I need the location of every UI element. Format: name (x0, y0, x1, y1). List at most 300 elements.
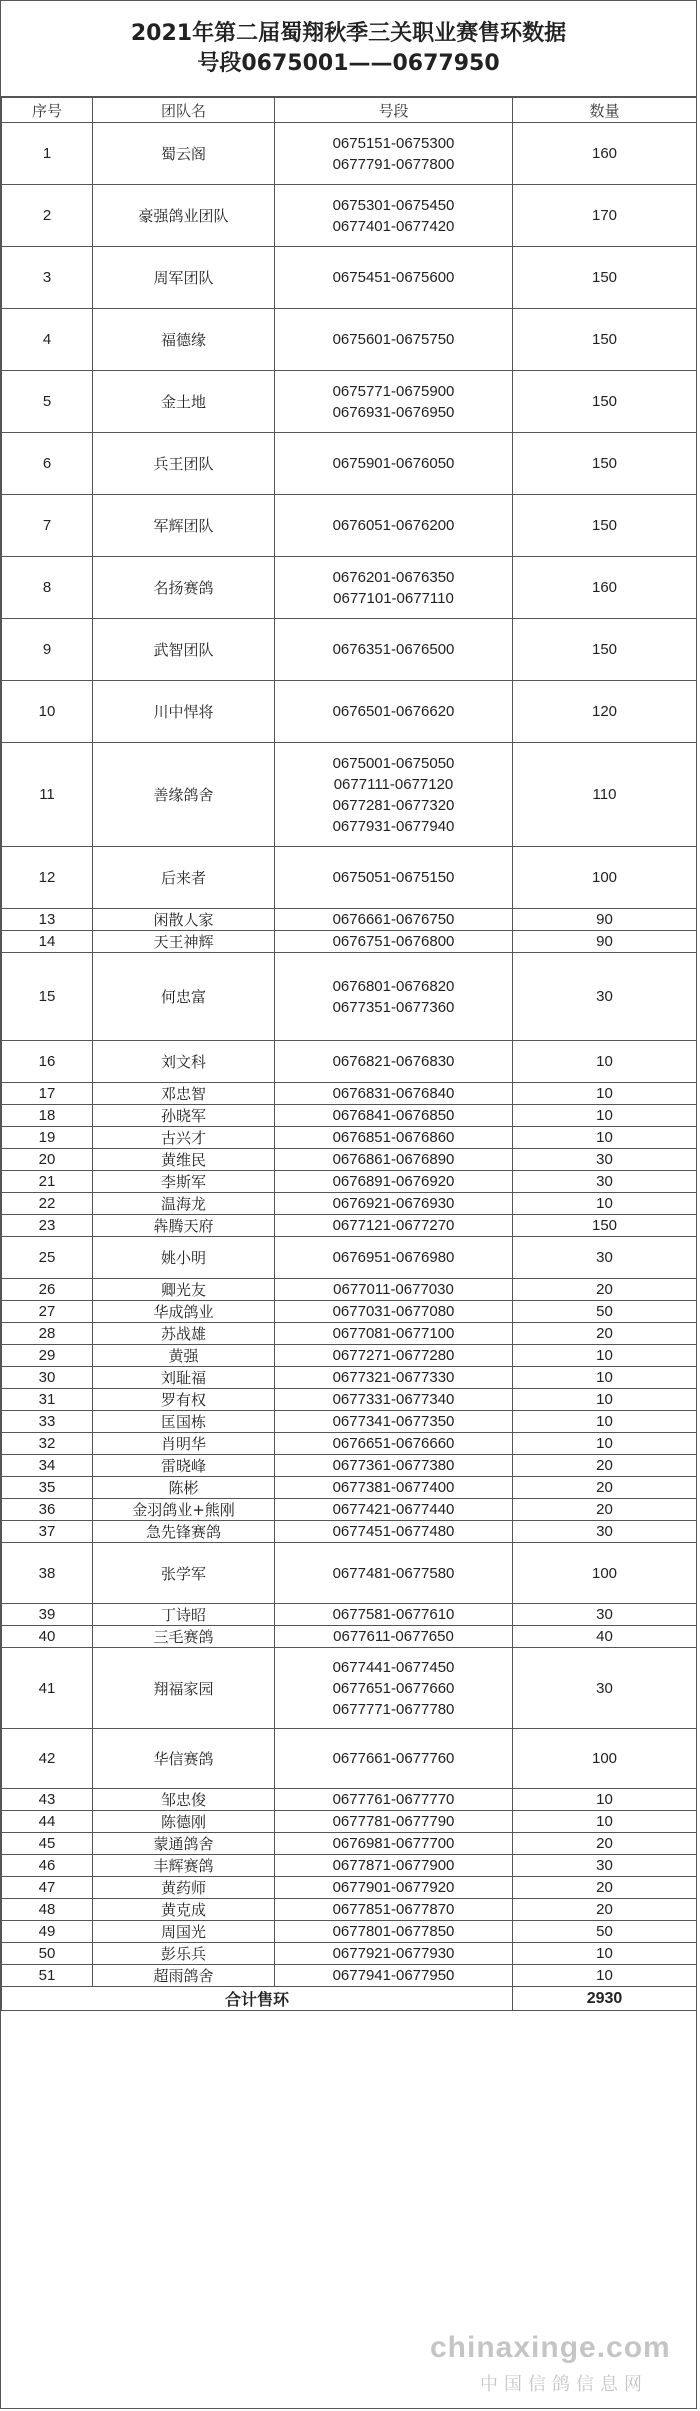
ring-range-cell (275, 1943, 513, 1965)
team-name: 丰辉赛鸽 (93, 1855, 275, 1877)
ring-range-cell (275, 557, 513, 619)
team-name: 善缘鸽舍 (93, 743, 275, 847)
ring-quantity: 30 (513, 953, 697, 1041)
ring-range-cell (275, 743, 513, 847)
team-name: 超雨鸽舍 (93, 1965, 275, 1987)
ring-range-cell (275, 1521, 513, 1543)
ring-quantity: 10 (513, 1345, 697, 1367)
ring-quantity: 10 (513, 1105, 697, 1127)
team-name: 陈彬 (93, 1477, 275, 1499)
row-number: 40 (2, 1626, 93, 1648)
ring-quantity: 20 (513, 1455, 697, 1477)
ring-quantity: 10 (513, 1789, 697, 1811)
ring-range: 0676351-0676500 (332, 641, 455, 658)
ring-range: 0676851-0676860 (332, 1129, 455, 1146)
ring-range-cell (275, 1215, 513, 1237)
ring-quantity: 100 (513, 847, 697, 909)
ring-quantity: 170 (513, 185, 697, 247)
team-name: 三毛赛鸽 (93, 1626, 275, 1648)
ring-range-cell (275, 1811, 513, 1833)
ring-range-cell (275, 1543, 513, 1604)
team-name: 金土地 (93, 371, 275, 433)
team-name: 华成鸽业 (93, 1301, 275, 1323)
team-name: 黄药师 (93, 1877, 275, 1899)
ring-range: 0677941-0677950 (332, 1967, 455, 1984)
row-number: 49 (2, 1921, 93, 1943)
ring-range: 0676201-0676350 (332, 568, 455, 586)
row-number: 15 (2, 953, 93, 1041)
row-number: 18 (2, 1105, 93, 1127)
ring-range: 0677331-0677340 (332, 1391, 455, 1408)
row-number: 41 (2, 1648, 93, 1729)
ring-range: 0677011-0677030 (333, 1281, 454, 1298)
ring-range-cell (275, 1345, 513, 1367)
ring-quantity: 160 (513, 557, 697, 619)
row-number: 25 (2, 1237, 93, 1279)
row-number: 1 (2, 123, 93, 185)
row-number: 35 (2, 1477, 93, 1499)
ring-quantity: 20 (513, 1323, 697, 1345)
table-row (2, 1237, 697, 1279)
table-row (2, 557, 697, 619)
table-row (2, 1323, 697, 1345)
title-line-1: 2021年第二届蜀翔秋季三关职业赛售环数据 (130, 21, 567, 46)
row-number: 2 (2, 185, 93, 247)
ring-sales-table (1, 97, 697, 2011)
row-number: 45 (2, 1833, 93, 1855)
team-name: 天王神辉 (93, 931, 275, 953)
table-row (2, 1729, 697, 1789)
ring-range: 0677401-0677420 (332, 217, 455, 235)
ring-range: 0677101-0677110 (333, 589, 454, 607)
header-team: 团队名 (93, 98, 275, 123)
ring-quantity: 20 (513, 1477, 697, 1499)
table-row (2, 847, 697, 909)
ring-quantity: 100 (513, 1729, 697, 1789)
row-number: 28 (2, 1323, 93, 1345)
ring-range: 0676821-0676830 (332, 1053, 455, 1070)
ring-quantity: 100 (513, 1543, 697, 1604)
table-row (2, 185, 697, 247)
ring-range-cell (275, 1433, 513, 1455)
ring-quantity: 10 (513, 1083, 697, 1105)
ring-quantity: 10 (513, 1411, 697, 1433)
team-name: 陈德刚 (93, 1811, 275, 1833)
team-name: 卿光友 (93, 1279, 275, 1301)
ring-range: 0676051-0676200 (332, 517, 455, 534)
row-number: 47 (2, 1877, 93, 1899)
ring-range: 0676751-0676800 (332, 933, 455, 950)
ring-range: 0675001-0675050 (332, 754, 455, 772)
ring-quantity: 150 (513, 309, 697, 371)
table-row (2, 1301, 697, 1323)
table-row (2, 1433, 697, 1455)
row-number: 20 (2, 1149, 93, 1171)
ring-range-cell (275, 1877, 513, 1899)
ring-quantity: 10 (513, 1389, 697, 1411)
ring-range: 0677581-0677610 (332, 1606, 455, 1623)
table-row (2, 433, 697, 495)
ring-range: 0677781-0677790 (332, 1813, 455, 1830)
ring-range: 0675771-0675900 (332, 382, 455, 400)
ring-range: 0676661-0676750 (332, 911, 455, 928)
team-name: 兵王团队 (93, 433, 275, 495)
ring-range-cell (275, 247, 513, 309)
ring-range-cell (275, 1127, 513, 1149)
team-name: 邹忠俊 (93, 1789, 275, 1811)
table-row (2, 309, 697, 371)
ring-range-cell (275, 185, 513, 247)
ring-quantity: 50 (513, 1921, 697, 1943)
row-number: 38 (2, 1543, 93, 1604)
ring-range-cell (275, 1193, 513, 1215)
ring-range: 0677121-0677270 (332, 1217, 455, 1234)
row-number: 4 (2, 309, 93, 371)
ring-quantity: 90 (513, 909, 697, 931)
ring-range: 0677661-0677760 (332, 1750, 455, 1767)
ring-range: 0676501-0676620 (332, 703, 455, 720)
ring-range: 0677031-0677080 (332, 1303, 455, 1320)
sheet-title (1, 1, 696, 97)
team-name: 急先锋赛鸽 (93, 1521, 275, 1543)
team-name: 华信赛鸽 (93, 1729, 275, 1789)
ring-range: 0677111-0677120 (333, 775, 454, 793)
ring-range-cell (275, 1237, 513, 1279)
ring-quantity: 30 (513, 1855, 697, 1877)
ring-quantity: 20 (513, 1499, 697, 1521)
row-number: 12 (2, 847, 93, 909)
ring-quantity: 20 (513, 1279, 697, 1301)
table-row (2, 931, 697, 953)
team-name: 名扬赛鸽 (93, 557, 275, 619)
ring-range-cell (275, 1477, 513, 1499)
ring-quantity: 110 (513, 743, 697, 847)
table-row (2, 1215, 697, 1237)
watermark: chinaxinge.com (430, 2331, 671, 2364)
ring-range-cell (275, 433, 513, 495)
team-name: 张学军 (93, 1543, 275, 1604)
ring-range-cell (275, 1789, 513, 1811)
ring-range: 0677921-0677930 (332, 1945, 455, 1962)
team-name: 姚小明 (93, 1237, 275, 1279)
ring-range-cell (275, 1833, 513, 1855)
ring-quantity: 150 (513, 371, 697, 433)
ring-quantity: 150 (513, 1215, 697, 1237)
ring-range: 0677361-0677380 (332, 1457, 455, 1474)
table-row (2, 1833, 697, 1855)
row-number: 21 (2, 1171, 93, 1193)
ring-range: 0677791-0677800 (332, 155, 455, 173)
table-row (2, 1127, 697, 1149)
table-row (2, 1626, 697, 1648)
ring-quantity: 150 (513, 247, 697, 309)
team-name: 匡国栋 (93, 1411, 275, 1433)
row-number: 44 (2, 1811, 93, 1833)
ring-range-cell (275, 309, 513, 371)
row-number: 33 (2, 1411, 93, 1433)
table-row (2, 1521, 697, 1543)
ring-range: 0676861-0676890 (332, 1151, 455, 1168)
ring-range-cell (275, 619, 513, 681)
ring-range-cell (275, 371, 513, 433)
ring-range: 0676841-0676850 (332, 1107, 455, 1124)
ring-range: 0677611-0677650 (333, 1628, 454, 1645)
table-row (2, 953, 697, 1041)
ring-quantity: 40 (513, 1626, 697, 1648)
ring-range: 0675451-0675600 (332, 269, 455, 286)
row-number: 43 (2, 1789, 93, 1811)
team-name: 孙晓军 (93, 1105, 275, 1127)
ring-range-cell (275, 1323, 513, 1345)
ring-range: 0676921-0676930 (332, 1195, 455, 1212)
team-name: 犇腾天府 (93, 1215, 275, 1237)
team-name: 何忠富 (93, 953, 275, 1041)
row-number: 14 (2, 931, 93, 953)
table-row (2, 1279, 697, 1301)
total-row (2, 1987, 697, 2011)
total-label: 合计售环 (2, 1987, 513, 2011)
ring-range-cell (275, 1729, 513, 1789)
ring-quantity: 30 (513, 1521, 697, 1543)
table-row (2, 1604, 697, 1626)
row-number: 32 (2, 1433, 93, 1455)
team-name: 黄维民 (93, 1149, 275, 1171)
ring-quantity: 10 (513, 1193, 697, 1215)
table-row (2, 1041, 697, 1083)
ring-range-cell (275, 1411, 513, 1433)
ring-range-cell (275, 847, 513, 909)
ring-range: 0677651-0677660 (332, 1679, 455, 1697)
ring-range: 0676951-0676980 (332, 1249, 455, 1266)
ring-range: 0677761-0677770 (332, 1791, 455, 1808)
table-row (2, 371, 697, 433)
ring-quantity: 10 (513, 1943, 697, 1965)
table-row (2, 1367, 697, 1389)
team-name: 刘耻福 (93, 1367, 275, 1389)
table-row (2, 1811, 697, 1833)
ring-quantity: 90 (513, 931, 697, 953)
table-row (2, 1921, 697, 1943)
ring-range-cell (275, 1171, 513, 1193)
ring-quantity: 30 (513, 1648, 697, 1729)
table-row (2, 1477, 697, 1499)
ring-range: 0675601-0675750 (332, 331, 455, 348)
team-name: 翔福家园 (93, 1648, 275, 1729)
row-number: 39 (2, 1604, 93, 1626)
ring-range: 0677281-0677320 (332, 796, 455, 814)
row-number: 5 (2, 371, 93, 433)
ring-range-cell (275, 1604, 513, 1626)
ring-range: 0676891-0676920 (332, 1173, 455, 1190)
title-line-2: 号段0675001——0677950 (197, 51, 500, 76)
row-number: 13 (2, 909, 93, 931)
row-number: 31 (2, 1389, 93, 1411)
ring-range-cell (275, 1626, 513, 1648)
ring-quantity: 30 (513, 1604, 697, 1626)
ring-quantity: 150 (513, 619, 697, 681)
row-number: 48 (2, 1899, 93, 1921)
table-row (2, 1455, 697, 1477)
ring-quantity: 30 (513, 1171, 697, 1193)
ring-range-cell (275, 1855, 513, 1877)
row-number: 3 (2, 247, 93, 309)
row-number: 8 (2, 557, 93, 619)
ring-range-cell (275, 1899, 513, 1921)
ring-range-cell (275, 1389, 513, 1411)
ring-range-cell (275, 1965, 513, 1987)
ring-range-cell (275, 123, 513, 185)
team-name: 黄克成 (93, 1899, 275, 1921)
row-number: 30 (2, 1367, 93, 1389)
row-number: 42 (2, 1729, 93, 1789)
table-row (2, 1149, 697, 1171)
ring-quantity: 20 (513, 1877, 697, 1899)
ring-range: 0675301-0675450 (332, 196, 455, 214)
table-row (2, 619, 697, 681)
row-number: 27 (2, 1301, 93, 1323)
table-row (2, 1899, 697, 1921)
ring-range: 0676931-0676950 (332, 403, 455, 421)
team-name: 蜀云阁 (93, 123, 275, 185)
team-name: 周国光 (93, 1921, 275, 1943)
table-row (2, 1105, 697, 1127)
table-body (2, 123, 697, 1987)
row-number: 10 (2, 681, 93, 743)
team-name: 温海龙 (93, 1193, 275, 1215)
ring-quantity: 120 (513, 681, 697, 743)
table-row (2, 1171, 697, 1193)
ring-range-cell (275, 1921, 513, 1943)
ring-range: 0677081-0677100 (332, 1325, 455, 1342)
table-row (2, 1411, 697, 1433)
ring-quantity: 10 (513, 1367, 697, 1389)
ring-quantity: 160 (513, 123, 697, 185)
ring-range-cell (275, 1083, 513, 1105)
team-name: 彭乐兵 (93, 1943, 275, 1965)
row-number: 16 (2, 1041, 93, 1083)
ring-range: 0675051-0675150 (332, 869, 455, 886)
ring-range-cell (275, 1367, 513, 1389)
ring-quantity: 10 (513, 1127, 697, 1149)
team-name: 周军团队 (93, 247, 275, 309)
ring-range-cell (275, 909, 513, 931)
row-number: 51 (2, 1965, 93, 1987)
row-number: 50 (2, 1943, 93, 1965)
table-row (2, 1943, 697, 1965)
team-name: 武智团队 (93, 619, 275, 681)
table-row (2, 909, 697, 931)
table-row (2, 495, 697, 557)
ring-range-cell (275, 495, 513, 557)
row-number: 11 (2, 743, 93, 847)
ring-range: 0676981-0677700 (332, 1835, 455, 1852)
ring-range: 0675901-0676050 (332, 455, 455, 472)
ring-range: 0677481-0677580 (332, 1564, 455, 1582)
ring-range: 0677421-0677440 (332, 1501, 455, 1518)
ring-range: 0677901-0677920 (332, 1879, 455, 1896)
team-name: 后来者 (93, 847, 275, 909)
ring-range: 0676651-0676660 (332, 1435, 455, 1452)
row-number: 29 (2, 1345, 93, 1367)
row-number: 46 (2, 1855, 93, 1877)
team-name: 金羽鸽业+熊刚 (93, 1499, 275, 1521)
header-range: 号段 (275, 98, 513, 123)
row-number: 23 (2, 1215, 93, 1237)
header-row (2, 98, 697, 123)
header-no: 序号 (2, 98, 93, 123)
ring-range: 0677931-0677940 (332, 817, 455, 835)
team-name: 豪强鸽业团队 (93, 185, 275, 247)
ring-range-cell (275, 1041, 513, 1083)
ring-range: 0677771-0677780 (332, 1700, 455, 1718)
team-name: 福德缘 (93, 309, 275, 371)
team-name: 苏战雄 (93, 1323, 275, 1345)
table-row (2, 681, 697, 743)
ring-range-cell (275, 1648, 513, 1729)
ring-range-cell (275, 953, 513, 1041)
ring-range-cell (275, 1149, 513, 1171)
team-name: 川中悍将 (93, 681, 275, 743)
row-number: 37 (2, 1521, 93, 1543)
ring-range-cell (275, 1105, 513, 1127)
team-name: 蒙通鸽舍 (93, 1833, 275, 1855)
table-row (2, 1789, 697, 1811)
table-row (2, 247, 697, 309)
team-name: 闲散人家 (93, 909, 275, 931)
total-qty: 2930 (513, 1987, 697, 2011)
table-row (2, 1543, 697, 1604)
team-name: 黄强 (93, 1345, 275, 1367)
ring-range: 0677871-0677900 (332, 1857, 455, 1874)
table-row (2, 123, 697, 185)
table-row (2, 1648, 697, 1729)
ring-range-cell (275, 1279, 513, 1301)
row-number: 9 (2, 619, 93, 681)
ring-range: 0677441-0677450 (332, 1658, 455, 1676)
ring-quantity: 10 (513, 1811, 697, 1833)
team-name: 军辉团队 (93, 495, 275, 557)
team-name: 李斯军 (93, 1171, 275, 1193)
team-name: 肖明华 (93, 1433, 275, 1455)
ring-quantity: 150 (513, 433, 697, 495)
watermark-cn: 中国信鸽信息网 (480, 2374, 648, 2395)
table-row (2, 1877, 697, 1899)
header-qty: 数量 (513, 98, 697, 123)
ring-range-cell (275, 1301, 513, 1323)
team-name: 丁诗昭 (93, 1604, 275, 1626)
ring-quantity: 30 (513, 1149, 697, 1171)
ring-quantity: 20 (513, 1899, 697, 1921)
ring-range: 0677381-0677400 (332, 1479, 455, 1496)
ring-range-cell (275, 931, 513, 953)
table-row (2, 1389, 697, 1411)
row-number: 7 (2, 495, 93, 557)
ring-quantity: 20 (513, 1833, 697, 1855)
ring-range: 0677271-0677280 (332, 1347, 455, 1364)
ring-range: 0677341-0677350 (332, 1413, 455, 1430)
ring-range-cell (275, 1455, 513, 1477)
team-name: 雷晓峰 (93, 1455, 275, 1477)
ring-range: 0677801-0677850 (332, 1923, 455, 1940)
ring-quantity: 10 (513, 1965, 697, 1987)
ring-range: 0677351-0677360 (332, 998, 455, 1016)
ring-range: 0676831-0676840 (332, 1085, 455, 1102)
ring-range: 0677451-0677480 (332, 1523, 455, 1540)
row-number: 36 (2, 1499, 93, 1521)
table-row (2, 1193, 697, 1215)
row-number: 34 (2, 1455, 93, 1477)
row-number: 17 (2, 1083, 93, 1105)
